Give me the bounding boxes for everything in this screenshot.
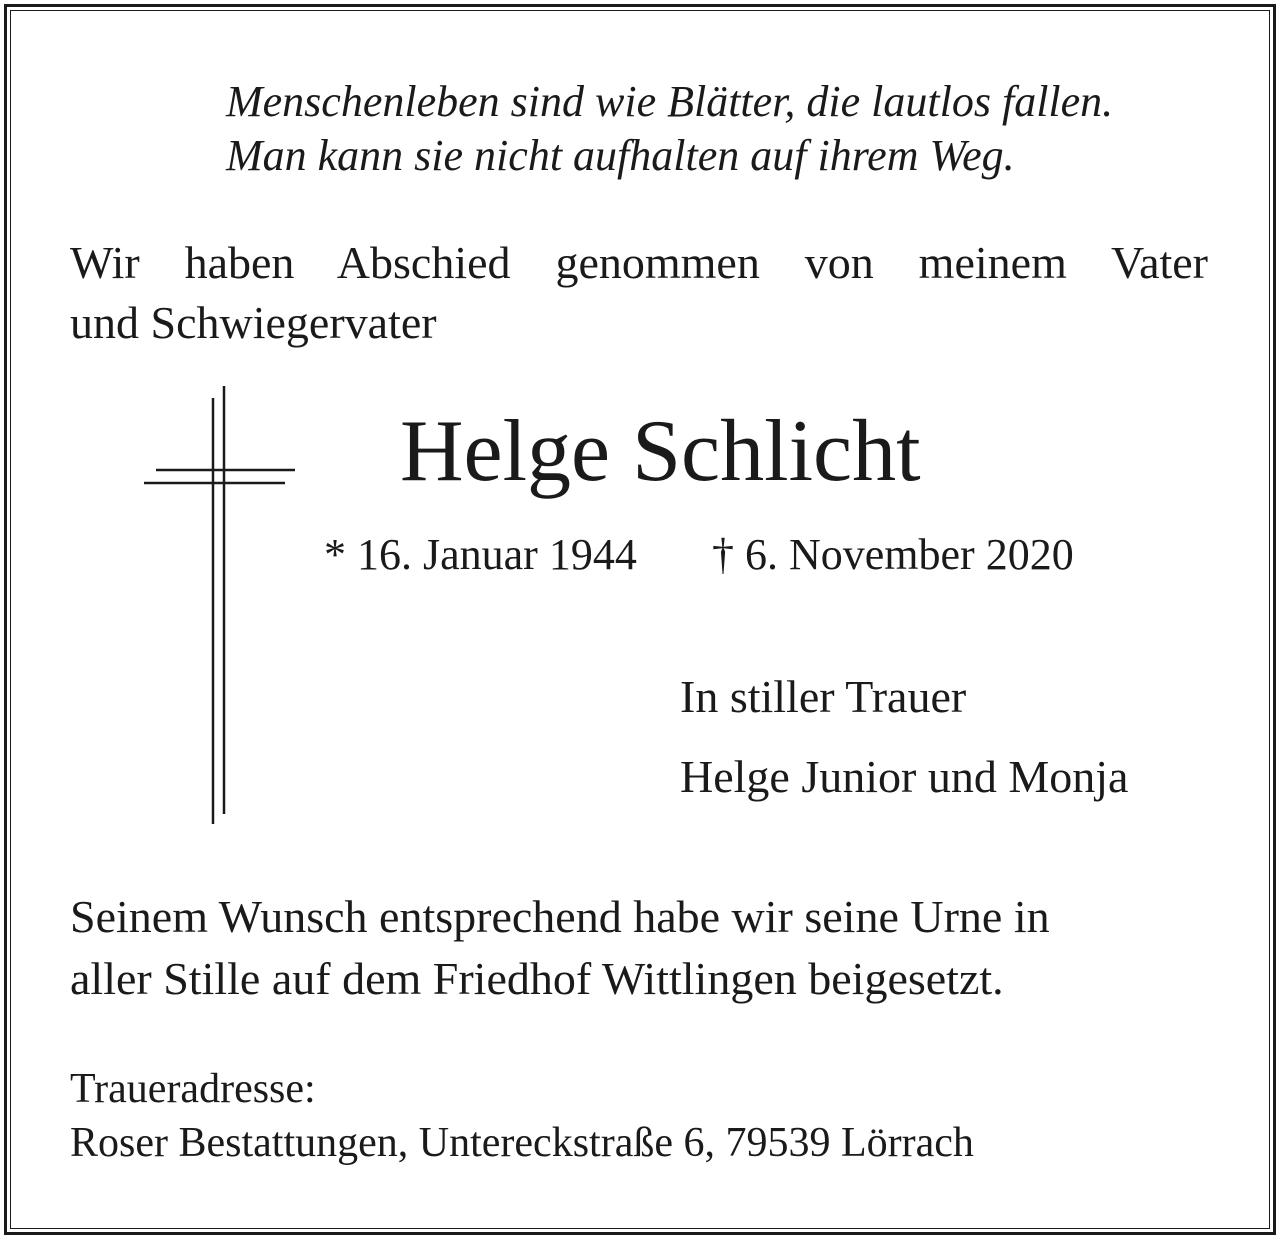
address-label: Traueradresse: bbox=[70, 1066, 316, 1112]
intro-line-2: und Schwiegervater bbox=[70, 297, 437, 348]
motto-line-1: Menschenleben sind wie Blätter, die lautlos fallen. bbox=[226, 77, 1114, 126]
death-date: † 6. November 2020 bbox=[712, 530, 1074, 579]
burial-notice-line-2: aller Stille auf dem Friedhof Wittlingen beigesetzt. bbox=[70, 953, 1004, 1004]
birth-date: * 16. Januar 1944 bbox=[324, 530, 637, 579]
motto-line-2: Man kann sie nicht aufhalten auf ihrem Weg. bbox=[226, 131, 1015, 180]
burial-notice-line-1: Seinem Wunsch entsprechend habe wir seine Urne in bbox=[70, 891, 1050, 942]
cross-icon bbox=[140, 384, 300, 828]
deceased-name: Helge Schlicht bbox=[400, 403, 921, 500]
mourners-names: Helge Junior und Monja bbox=[680, 751, 1129, 802]
intro-line-1: Wir haben Abschied genommen von meinem Vater bbox=[70, 237, 1208, 288]
address-line: Roser Bestattungen, Untereckstraße 6, 79539 Lörrach bbox=[70, 1120, 974, 1166]
mourning-phrase: In stiller Trauer bbox=[680, 671, 967, 722]
